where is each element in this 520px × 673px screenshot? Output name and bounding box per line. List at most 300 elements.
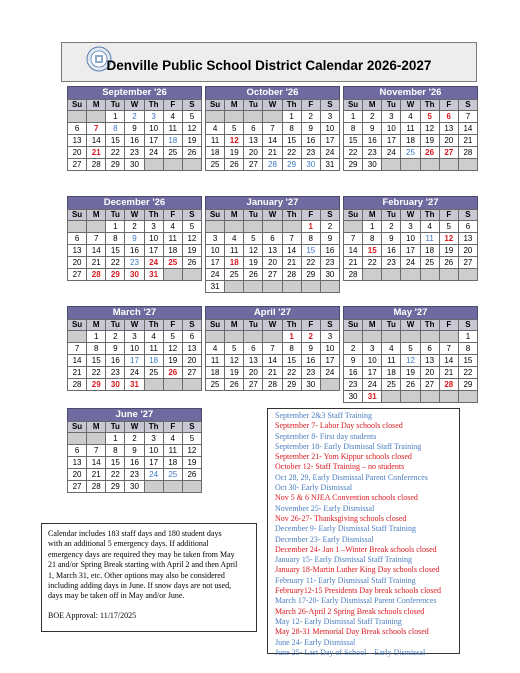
day-cell: 30 [344, 391, 363, 403]
day-cell: 10 [320, 343, 339, 355]
day-cell: 18 [382, 367, 401, 379]
day-cell: 7 [263, 343, 282, 355]
empty-day-cell [244, 111, 263, 123]
day-cell: 9 [125, 233, 144, 245]
event-note: February 11- Early Dismissal Staff Training [275, 575, 416, 585]
week-row [344, 135, 478, 147]
day-cell: 26 [244, 269, 263, 281]
month-title: March '27 [67, 306, 202, 319]
day-cell: 12 [439, 233, 458, 245]
event-note: May 12- Early Dismissal Staff Training [275, 616, 402, 626]
day-cell: 31 [206, 281, 225, 293]
empty-day-cell [244, 281, 263, 293]
day-cell: 8 [106, 233, 125, 245]
weekday-header: W [263, 210, 282, 221]
weekday-header: Th [282, 210, 301, 221]
week-row [68, 257, 202, 269]
weekday-header: W [401, 320, 420, 331]
day-cell: 7 [439, 343, 458, 355]
weekday-header: M [363, 320, 382, 331]
day-cell: 1 [106, 111, 125, 123]
event-note: Nov 5 & 6 NJEA Convention schools closed [275, 493, 418, 503]
day-cell: 14 [87, 245, 106, 257]
day-cell: 12 [420, 123, 439, 135]
event-note: November 25- Early Dismissal [275, 503, 375, 513]
empty-day-cell [420, 159, 439, 171]
info-line: including adding days in June. If snow days are not used, [48, 581, 232, 591]
day-cell: 30 [320, 269, 339, 281]
empty-day-cell [263, 221, 282, 233]
day-cell: 30 [301, 159, 320, 171]
month-title: November '26 [343, 86, 478, 99]
day-cell: 16 [382, 245, 401, 257]
week-row [206, 233, 340, 245]
event-note: December 24- Jan 1 –Winter Break schools closed [275, 544, 437, 554]
day-cell: 25 [401, 147, 420, 159]
day-cell: 26 [401, 379, 420, 391]
day-cell: 17 [320, 355, 339, 367]
day-cell: 16 [125, 245, 144, 257]
empty-day-cell [68, 221, 87, 233]
day-cell: 25 [420, 257, 439, 269]
day-cell: 30 [125, 481, 144, 493]
empty-day-cell [382, 331, 401, 343]
weekday-header: F [301, 320, 320, 331]
week-row [68, 221, 202, 233]
day-cell: 30 [363, 159, 382, 171]
day-cell: 12 [163, 343, 182, 355]
day-cell: 11 [225, 245, 244, 257]
day-cell: 29 [106, 481, 125, 493]
week-row [206, 331, 340, 343]
weekday-header: M [225, 100, 244, 111]
week-row [206, 257, 340, 269]
day-cell: 28 [439, 379, 458, 391]
day-cell: 21 [87, 257, 106, 269]
event-note: October 12- Staff Training – no students [275, 462, 405, 472]
day-cell: 16 [301, 355, 320, 367]
day-cell: 5 [225, 123, 244, 135]
day-cell: 3 [144, 433, 163, 445]
day-cell: 23 [320, 257, 339, 269]
day-cell: 12 [182, 123, 201, 135]
day-cell: 23 [301, 367, 320, 379]
day-cell: 18 [163, 135, 182, 147]
weekday-header: Su [344, 100, 363, 111]
day-cell: 23 [125, 469, 144, 481]
day-cell: 29 [458, 379, 477, 391]
day-cell: 10 [144, 445, 163, 457]
day-cell: 16 [106, 355, 125, 367]
weekday-header: W [263, 320, 282, 331]
empty-day-cell [163, 159, 182, 171]
event-note: Nov 26-27- Thanksgiving schools closed [275, 513, 407, 523]
day-cell: 15 [106, 135, 125, 147]
month-title: December '26 [67, 196, 202, 209]
month-grid [67, 209, 202, 281]
weekday-header: Tu [382, 320, 401, 331]
day-cell: 17 [144, 245, 163, 257]
day-cell: 10 [363, 355, 382, 367]
empty-day-cell [458, 391, 477, 403]
day-cell: 5 [182, 111, 201, 123]
day-cell: 10 [206, 245, 225, 257]
day-cell: 21 [263, 147, 282, 159]
weekday-header: M [87, 422, 106, 433]
month-november [343, 86, 478, 171]
day-cell: 1 [106, 433, 125, 445]
week-row [68, 445, 202, 457]
empty-day-cell [439, 159, 458, 171]
day-cell: 11 [401, 123, 420, 135]
weekday-header: Tu [106, 210, 125, 221]
day-cell: 3 [144, 111, 163, 123]
day-cell: 18 [420, 245, 439, 257]
week-row [206, 245, 340, 257]
month-june [67, 408, 202, 493]
weekday-header: M [87, 210, 106, 221]
event-note: May 28-31 Memorial Day Break schools closed [275, 627, 429, 637]
day-cell: 19 [182, 135, 201, 147]
month-title: September '26 [67, 86, 202, 99]
weekday-header: F [163, 210, 182, 221]
day-cell: 25 [163, 469, 182, 481]
week-row [344, 379, 478, 391]
day-cell: 13 [244, 355, 263, 367]
weekday-header: S [320, 210, 339, 221]
day-cell: 10 [320, 123, 339, 135]
day-cell: 20 [420, 367, 439, 379]
day-cell: 5 [401, 343, 420, 355]
weekday-header: Th [144, 422, 163, 433]
day-cell: 23 [344, 379, 363, 391]
day-cell: 6 [244, 123, 263, 135]
weekday-header: F [301, 100, 320, 111]
day-cell: 12 [182, 445, 201, 457]
empty-day-cell [206, 221, 225, 233]
weekday-header: W [125, 210, 144, 221]
day-cell: 6 [68, 123, 87, 135]
day-cell: 1 [301, 221, 320, 233]
empty-day-cell [363, 269, 382, 281]
empty-day-cell [282, 221, 301, 233]
day-cell: 4 [420, 221, 439, 233]
day-cell: 25 [144, 367, 163, 379]
day-cell: 21 [263, 367, 282, 379]
day-cell: 4 [163, 221, 182, 233]
day-cell: 26 [420, 147, 439, 159]
empty-day-cell [439, 269, 458, 281]
empty-day-cell [263, 111, 282, 123]
day-cell: 25 [225, 269, 244, 281]
day-cell: 4 [206, 123, 225, 135]
weekday-header: M [87, 100, 106, 111]
day-cell: 13 [182, 343, 201, 355]
day-cell: 2 [301, 111, 320, 123]
day-cell: 19 [182, 245, 201, 257]
day-cell: 25 [163, 257, 182, 269]
day-cell: 23 [106, 367, 125, 379]
day-cell: 18 [401, 135, 420, 147]
weekday-header: Su [344, 210, 363, 221]
day-cell: 26 [182, 469, 201, 481]
weekday-header: S [320, 100, 339, 111]
empty-day-cell [420, 331, 439, 343]
day-cell: 14 [68, 355, 87, 367]
day-cell: 3 [363, 343, 382, 355]
day-cell: 4 [163, 433, 182, 445]
day-cell: 15 [344, 135, 363, 147]
day-cell: 2 [125, 221, 144, 233]
day-cell: 18 [206, 367, 225, 379]
week-row [206, 111, 340, 123]
day-cell: 7 [263, 123, 282, 135]
day-cell: 27 [439, 147, 458, 159]
weekday-header: W [125, 422, 144, 433]
week-row [68, 245, 202, 257]
day-cell: 23 [363, 147, 382, 159]
day-cell: 27 [420, 379, 439, 391]
weekday-header: S [182, 422, 201, 433]
week-row [68, 233, 202, 245]
day-cell: 27 [263, 269, 282, 281]
info-line: emergency days are required they may be taken from May [48, 549, 235, 559]
day-cell: 26 [163, 367, 182, 379]
empty-day-cell [382, 159, 401, 171]
day-cell: 20 [244, 367, 263, 379]
day-cell: 18 [163, 457, 182, 469]
weekday-header: Th [420, 320, 439, 331]
week-row [344, 391, 478, 403]
event-note: Oct 28, 29, Early Dismissal Parent Conferences [275, 472, 428, 482]
day-cell: 29 [282, 379, 301, 391]
empty-day-cell [458, 269, 477, 281]
day-cell: 29 [344, 159, 363, 171]
day-cell: 22 [301, 257, 320, 269]
empty-day-cell [301, 281, 320, 293]
day-cell: 26 [225, 379, 244, 391]
weekday-header: Th [144, 320, 163, 331]
empty-day-cell [401, 269, 420, 281]
day-cell: 9 [125, 445, 144, 457]
day-cell: 29 [87, 379, 106, 391]
week-row [344, 123, 478, 135]
day-cell: 15 [282, 135, 301, 147]
day-cell: 13 [68, 245, 87, 257]
day-cell: 9 [301, 123, 320, 135]
day-cell: 10 [382, 123, 401, 135]
weekday-header: M [363, 100, 382, 111]
event-note: September 18- Early Dismissal Staff Training [275, 441, 422, 451]
empty-day-cell [182, 269, 201, 281]
month-october [205, 86, 340, 171]
week-row [68, 355, 202, 367]
day-cell: 29 [282, 159, 301, 171]
day-cell: 24 [144, 257, 163, 269]
month-title: May '27 [343, 306, 478, 319]
day-cell: 24 [125, 367, 144, 379]
day-cell: 13 [68, 135, 87, 147]
month-december [67, 196, 202, 281]
week-row [344, 159, 478, 171]
week-row [344, 343, 478, 355]
day-cell: 8 [106, 445, 125, 457]
day-cell: 6 [420, 343, 439, 355]
day-cell: 24 [401, 257, 420, 269]
empty-day-cell [320, 281, 339, 293]
day-cell: 22 [344, 147, 363, 159]
empty-day-cell [382, 269, 401, 281]
day-cell: 10 [144, 233, 163, 245]
empty-day-cell [144, 481, 163, 493]
day-cell: 20 [244, 147, 263, 159]
weekday-header: Th [420, 210, 439, 221]
day-cell: 8 [458, 343, 477, 355]
day-cell: 3 [125, 331, 144, 343]
day-cell: 25 [206, 379, 225, 391]
day-cell: 20 [68, 147, 87, 159]
day-cell: 30 [125, 269, 144, 281]
day-cell: 8 [363, 233, 382, 245]
month-march [67, 306, 202, 391]
day-cell: 21 [344, 257, 363, 269]
empty-day-cell [439, 331, 458, 343]
empty-day-cell [144, 159, 163, 171]
day-cell: 19 [439, 245, 458, 257]
day-cell: 4 [225, 233, 244, 245]
weekday-header: F [439, 100, 458, 111]
day-cell: 11 [163, 123, 182, 135]
day-cell: 27 [182, 367, 201, 379]
day-cell: 21 [282, 257, 301, 269]
day-cell: 28 [68, 379, 87, 391]
event-note: December 23- Early Dismissal [275, 534, 374, 544]
day-cell: 11 [163, 233, 182, 245]
week-row [68, 433, 202, 445]
day-cell: 18 [206, 147, 225, 159]
day-cell: 1 [106, 221, 125, 233]
day-cell: 27 [244, 159, 263, 171]
week-row [206, 135, 340, 147]
day-cell: 23 [301, 147, 320, 159]
day-cell: 6 [182, 331, 201, 343]
empty-day-cell [225, 281, 244, 293]
day-cell: 28 [87, 159, 106, 171]
weekday-header: W [401, 210, 420, 221]
weekday-header: Su [344, 320, 363, 331]
month-grid [67, 319, 202, 391]
empty-day-cell [263, 331, 282, 343]
empty-day-cell [182, 379, 201, 391]
day-cell: 17 [382, 135, 401, 147]
day-cell: 26 [182, 147, 201, 159]
day-cell: 24 [320, 367, 339, 379]
day-cell: 20 [182, 355, 201, 367]
day-cell: 1 [363, 221, 382, 233]
week-row [206, 379, 340, 391]
day-cell: 17 [144, 457, 163, 469]
day-cell: 2 [320, 221, 339, 233]
day-cell: 12 [244, 245, 263, 257]
day-cell: 15 [106, 457, 125, 469]
week-row [206, 123, 340, 135]
day-cell: 22 [106, 147, 125, 159]
day-cell: 11 [206, 355, 225, 367]
day-cell: 21 [87, 469, 106, 481]
weekday-header: Tu [106, 320, 125, 331]
day-cell: 5 [182, 221, 201, 233]
day-cell: 13 [439, 123, 458, 135]
weekday-header: W [125, 320, 144, 331]
day-cell: 27 [68, 269, 87, 281]
day-cell: 8 [344, 123, 363, 135]
day-cell: 4 [163, 111, 182, 123]
empty-day-cell [401, 391, 420, 403]
event-note: September 21- Yom Kippur schools closed [275, 452, 412, 462]
week-row [344, 233, 478, 245]
day-cell: 7 [344, 233, 363, 245]
day-cell: 16 [125, 135, 144, 147]
week-row [68, 457, 202, 469]
day-cell: 28 [282, 269, 301, 281]
day-cell: 25 [382, 379, 401, 391]
weekday-header: Tu [382, 210, 401, 221]
day-cell: 20 [68, 469, 87, 481]
day-cell: 21 [439, 367, 458, 379]
day-cell: 30 [106, 379, 125, 391]
day-cell: 22 [458, 367, 477, 379]
day-cell: 6 [458, 221, 477, 233]
day-cell: 5 [225, 343, 244, 355]
event-note: June 25- Last Day of School – Early Dismissal [275, 647, 426, 657]
day-cell: 27 [244, 379, 263, 391]
day-cell: 4 [144, 331, 163, 343]
day-cell: 20 [263, 257, 282, 269]
day-cell: 4 [382, 343, 401, 355]
weekday-header: W [125, 100, 144, 111]
day-cell: 7 [87, 233, 106, 245]
day-cell: 9 [382, 233, 401, 245]
weekday-header: S [458, 210, 477, 221]
empty-day-cell [420, 391, 439, 403]
day-cell: 17 [125, 355, 144, 367]
empty-day-cell [206, 111, 225, 123]
day-cell: 9 [320, 233, 339, 245]
weekday-header: Su [206, 210, 225, 221]
day-cell: 9 [106, 343, 125, 355]
month-title: February '27 [343, 196, 478, 209]
day-cell: 21 [87, 147, 106, 159]
day-cell: 24 [144, 469, 163, 481]
week-row [344, 269, 478, 281]
day-cell: 12 [225, 355, 244, 367]
day-cell: 17 [144, 135, 163, 147]
day-cell: 26 [182, 257, 201, 269]
empty-day-cell [87, 111, 106, 123]
info-line: days may be taken off in May and/or June. [48, 591, 185, 601]
event-note: Oct 30- Early Dismissal [275, 483, 353, 493]
day-cell: 19 [225, 147, 244, 159]
page-title: Denville Public School District Calendar 2026-2027 [106, 58, 432, 73]
day-cell: 25 [163, 147, 182, 159]
day-cell: 10 [144, 123, 163, 135]
week-row [206, 281, 340, 293]
day-cell: 2 [301, 331, 320, 343]
day-cell: 10 [125, 343, 144, 355]
day-cell: 15 [301, 245, 320, 257]
week-row [68, 379, 202, 391]
day-cell: 11 [382, 355, 401, 367]
